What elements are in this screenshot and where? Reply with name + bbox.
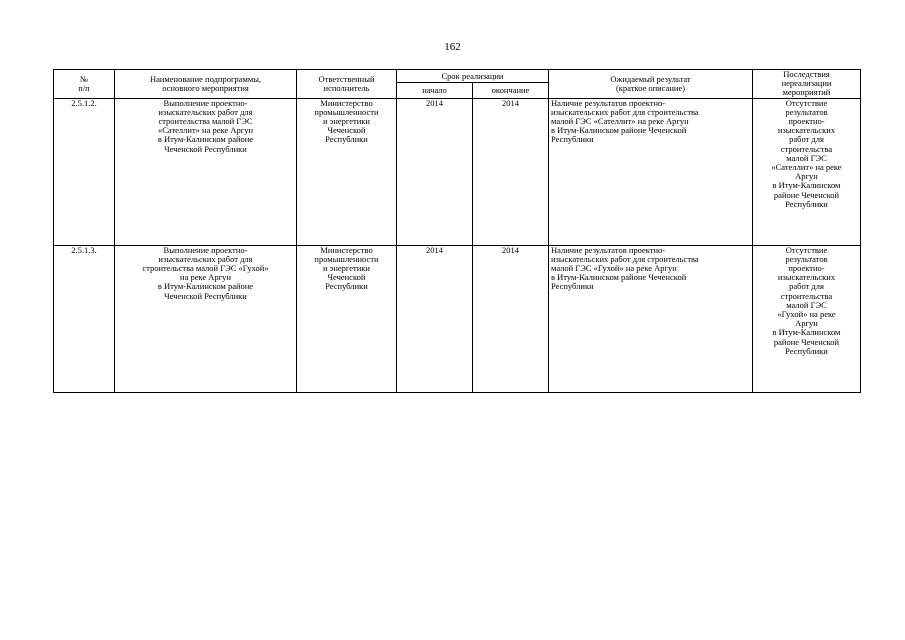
row-consequences: Отсутствие результатов проектно- изыскательских работ для строительства малой ГЭС «Гухой» на реке Аргун в Итум-Калинском районе Чеченской Республики (753, 245, 861, 392)
row-responsible: Министерство промышленности и энергетики Чеченской Республики (297, 245, 397, 392)
row-result: Наличие результатов проектно- изыскательских работ для строительства малой ГЭС «Сателлит» на реке Аргун в Итум-Калинском районе Чеченской Республики (549, 98, 753, 245)
row-num: 2.5.1.2. (54, 98, 115, 245)
row-end: 2014 (473, 245, 549, 392)
header-end: окончание (473, 83, 549, 98)
row-responsible: Министерство промышленности и энергетики Чеченской Республики (297, 98, 397, 245)
header-consequences: Последствия нереализации мероприятий (753, 70, 861, 99)
row-num: 2.5.1.3. (54, 245, 115, 392)
row-end: 2014 (473, 98, 549, 245)
program-table (53, 69, 861, 393)
header-num: № п/п (54, 70, 115, 99)
header-start: начало (397, 83, 473, 98)
row-name: Выполнение проектно- изыскательских работ для строительства малой ГЭС «Сателлит» на реке Аргун в Итум-Калинском районе Чеченской Республики (115, 98, 297, 245)
table-row (54, 98, 861, 245)
header-responsible: Ответственный исполнитель (297, 70, 397, 99)
row-start: 2014 (397, 245, 473, 392)
header-result: Ожидаемый результат (краткое описание) (549, 70, 753, 99)
table-row (54, 245, 861, 392)
header-name: Наименование подпрограммы, основного мероприятия (115, 70, 297, 99)
row-result: Наличие результатов проектно- изыскательских работ для строительства малой ГЭС «Гухой» на реке Аргун в Итум-Калинском районе Чеченской Республики (549, 245, 753, 392)
page-number: 162 (444, 41, 461, 53)
row-name: Выполнение проектно- изыскательских работ для строительства малой ГЭС «Гухой» на реке Аргун в Итум-Калинском районе Чеченской Республики (115, 245, 297, 392)
row-consequences: Отсутствие результатов проектно- изыскательских работ для строительства малой ГЭС «Сателлит» на реке Аргун в Итум-Калинском районе Чеченской Республики (753, 98, 861, 245)
row-start: 2014 (397, 98, 473, 245)
header-period: Срок реализации (397, 70, 549, 83)
